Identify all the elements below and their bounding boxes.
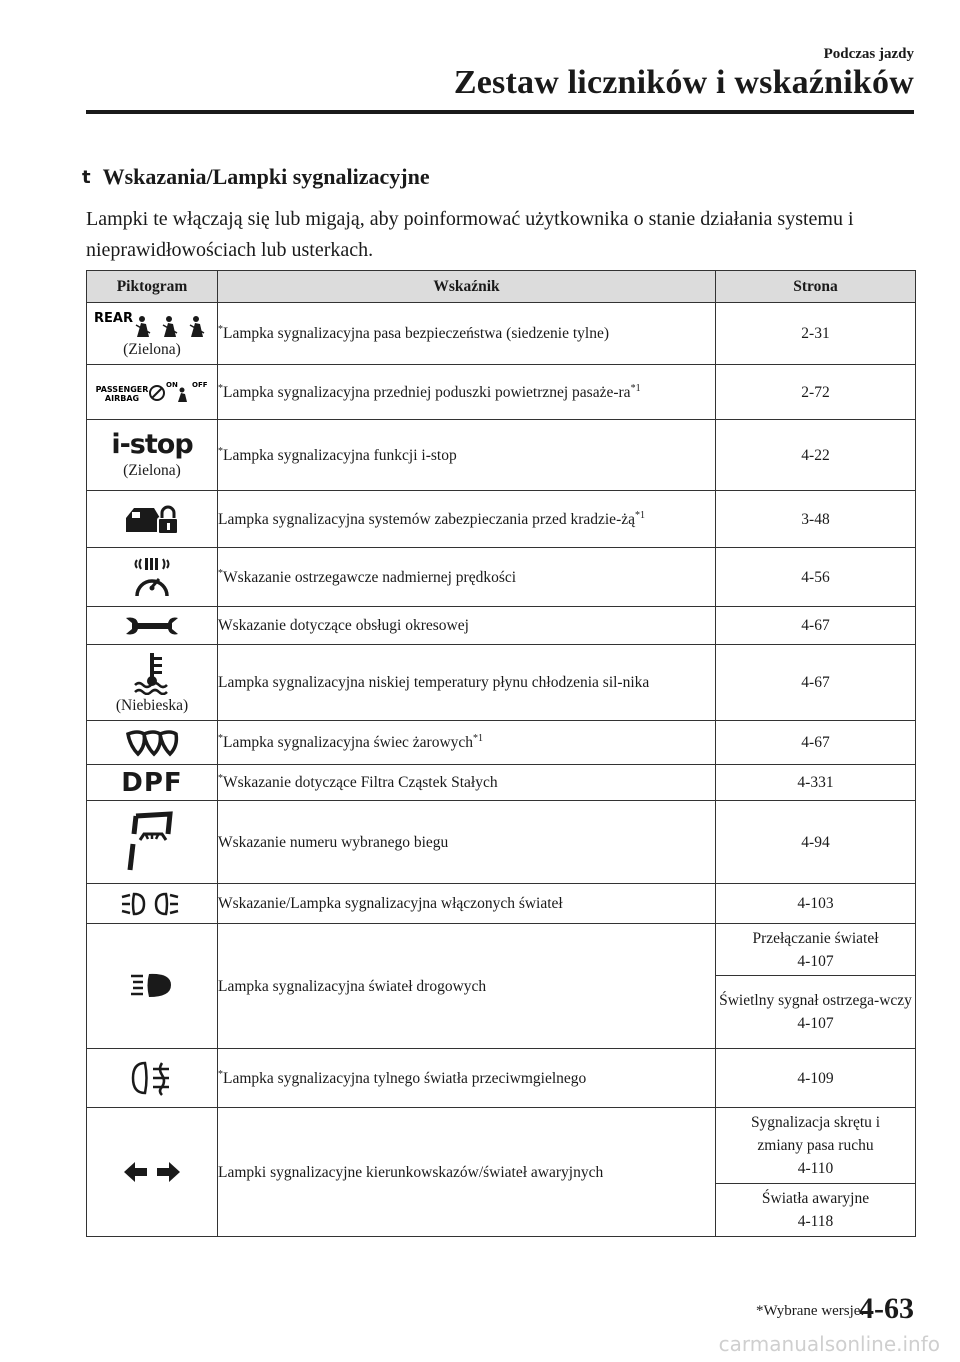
indicator-description <box>218 721 716 765</box>
page-reference-number: 4-107 <box>797 1015 834 1032</box>
table-row <box>87 420 916 491</box>
indicator-description <box>218 365 716 420</box>
indicator-text: Lampka sygnalizacyjna niskiej temperatury płynu chłodzenia sil-nika <box>218 674 650 691</box>
i-stop-icon: i-stop <box>111 429 193 460</box>
indicator-text: Lampki sygnalizacyjne kierunkowskazów/świateł awaryjnych <box>218 1163 604 1181</box>
pictogram-cell <box>87 721 218 765</box>
page-reference <box>716 1184 916 1237</box>
page-reference-number: 4-118 <box>797 1213 834 1230</box>
page-number: 4-63 <box>859 1292 914 1325</box>
table-row <box>87 491 916 548</box>
indicator-description <box>218 420 716 491</box>
column-header-page: Strona <box>716 271 916 303</box>
indicator-description <box>218 765 716 801</box>
page-reference: 4-22 <box>716 420 916 491</box>
page-reference-label: Przełączanie świateł <box>752 929 879 947</box>
version-asterisk: * <box>218 323 223 335</box>
indicator-description <box>218 1049 716 1108</box>
footnote: *Wybrane wersje. <box>756 1303 865 1319</box>
section-heading-text: Wskazania/Lampki sygnalizacyjne <box>102 164 430 189</box>
page-reference-number: 4-107 <box>797 952 834 970</box>
page-reference: 2-72 <box>716 365 916 420</box>
page-reference: 4-109 <box>716 1049 916 1108</box>
table-row <box>87 303 916 365</box>
color-note: (Zielona) <box>123 462 181 479</box>
overspeed-icon <box>127 554 177 600</box>
wrench-icon <box>124 615 180 637</box>
security-lock-icon <box>122 502 182 536</box>
version-asterisk: * <box>218 772 223 784</box>
table-row <box>87 365 916 420</box>
page-reference <box>716 1108 916 1184</box>
indicator-text: Lampka sygnalizacyjna systemów zabezpieczania przed kradzie-żą <box>218 510 635 528</box>
column-header-indicator: Wskaźnik <box>218 271 716 303</box>
high-beam-icon <box>127 971 177 1001</box>
color-note: (Niebieska) <box>115 696 189 714</box>
section-heading <box>82 164 430 190</box>
rear-seat-belt-icon <box>92 309 212 339</box>
version-asterisk: * <box>218 732 223 744</box>
page-reference <box>716 976 916 1049</box>
version-asterisk: * <box>218 1068 223 1080</box>
airbag-text-on: ON <box>166 381 178 389</box>
version-asterisk: * <box>218 382 223 394</box>
indicator-description <box>218 801 716 884</box>
footnote-ref: *1 <box>630 382 641 394</box>
column-header-pictogram: Piktogram <box>87 271 218 303</box>
intro-paragraph: Lampki te włączają się lub migają, aby poinformować użytkownika o stanie działania systemu i nieprawidłowościach lub usterkach. <box>86 208 854 261</box>
pictogram-cell <box>87 765 218 801</box>
page-reference: 4-94 <box>716 801 916 884</box>
indicator-description <box>218 303 716 365</box>
version-asterisk: * <box>218 567 223 579</box>
page-reference-label: Światła awaryjne <box>761 1190 870 1207</box>
indicator-description <box>218 1108 716 1237</box>
table-row <box>87 721 916 765</box>
indicator-description <box>218 607 716 645</box>
indicator-text: Lampka sygnalizacyjna tylnego światła przeciwmgielnego <box>223 1069 587 1087</box>
page-reference-number: 4-110 <box>797 1160 834 1177</box>
indicator-description <box>218 645 716 721</box>
watermark: carmanualsonline.info <box>718 1332 940 1356</box>
page-reference-label: Świetlny sygnał ostrzega-wczy <box>719 992 912 1009</box>
page-reference-label: Sygnalizacja skrętu i zmiany pasa ruchu <box>750 1114 881 1154</box>
pictogram-cell <box>87 420 218 491</box>
pictogram-cell <box>87 1108 218 1237</box>
indicator-text: Lampka sygnalizacyjna funkcji i-stop <box>223 446 457 464</box>
indicator-text: Lampka sygnalizacyjna przedniej poduszki powietrznej pasaże-ra <box>223 383 631 401</box>
pictogram-cell <box>87 491 218 548</box>
indicator-text: Wskazanie dotyczące obsługi okresowej <box>218 617 469 634</box>
page-title: Zestaw liczników i wskaźników <box>453 64 914 101</box>
section-marker: t <box>82 166 91 188</box>
indicator-text: Lampka sygnalizacyjna pasa bezpieczeństwa (siedzenie tylne) <box>223 325 610 342</box>
pictogram-cell <box>87 607 218 645</box>
pictogram-cell <box>87 1049 218 1108</box>
table-row <box>87 801 916 884</box>
table-row <box>87 1108 916 1184</box>
pictogram-cell <box>87 303 218 365</box>
version-asterisk: * <box>218 445 223 457</box>
page-reference: 2-31 <box>716 303 916 365</box>
table-row <box>87 924 916 976</box>
table-row <box>87 765 916 801</box>
pictogram-cell <box>87 645 218 721</box>
lights-on-icon <box>120 890 184 918</box>
rear-fog-icon <box>127 1059 177 1097</box>
gear-indicator-icon <box>124 810 180 874</box>
footnote-ref: *1 <box>473 732 484 744</box>
header-rule <box>86 110 914 114</box>
airbag-text-airbag: AIRBAG <box>104 394 140 403</box>
page-reference <box>716 924 916 976</box>
indicator-description <box>218 884 716 924</box>
running-header-section: Podczas jazdy <box>823 46 914 62</box>
turn-signal-icon <box>122 1159 182 1185</box>
footnote-ref: *1 <box>635 509 645 521</box>
table-row <box>87 607 916 645</box>
indicator-table <box>86 270 916 1237</box>
table-row <box>87 548 916 607</box>
indicator-description <box>218 924 716 1049</box>
pictogram-cell <box>87 884 218 924</box>
page-reference: 3-48 <box>716 491 916 548</box>
indicator-text: Wskazanie dotyczące Filtra Cząstek Stałych <box>223 774 498 791</box>
rear-label: REAR <box>94 310 133 326</box>
page-reference: 4-67 <box>716 721 916 765</box>
indicator-text: Wskazanie ostrzegawcze nadmiernej prędkości <box>223 568 517 586</box>
page-reference: 4-67 <box>716 607 916 645</box>
indicator-description <box>218 548 716 607</box>
color-note: (Zielona) <box>123 340 181 358</box>
airbag-text-passenger: PASSENGER <box>95 385 149 394</box>
table-row <box>87 884 916 924</box>
table-row <box>87 1049 916 1108</box>
glow-plug-icon <box>124 728 180 758</box>
coolant-temperature-icon <box>132 651 172 695</box>
dpf-icon: DPF <box>121 767 183 798</box>
indicator-text: Wskazanie numeru wybranego biegu <box>218 833 449 851</box>
pictogram-cell <box>87 801 218 884</box>
pictogram-cell <box>87 548 218 607</box>
page-reference: 4-331 <box>716 765 916 801</box>
airbag-text-off: OFF <box>192 381 208 389</box>
indicator-description <box>218 491 716 548</box>
table-header-row <box>87 271 916 303</box>
passenger-airbag-icon <box>90 378 214 406</box>
pictogram-cell <box>87 924 218 1049</box>
page-reference: 4-67 <box>716 645 916 721</box>
table-row <box>87 645 916 721</box>
page-reference: 4-103 <box>716 884 916 924</box>
indicator-text: Wskazanie/Lampka sygnalizacyjna włączonych świateł <box>218 895 563 912</box>
indicator-text: Lampka sygnalizacyjna świateł drogowych <box>218 977 487 995</box>
indicator-text: Lampka sygnalizacyjna świec żarowych <box>223 734 474 751</box>
pictogram-cell <box>87 365 218 420</box>
page-reference: 4-56 <box>716 548 916 607</box>
